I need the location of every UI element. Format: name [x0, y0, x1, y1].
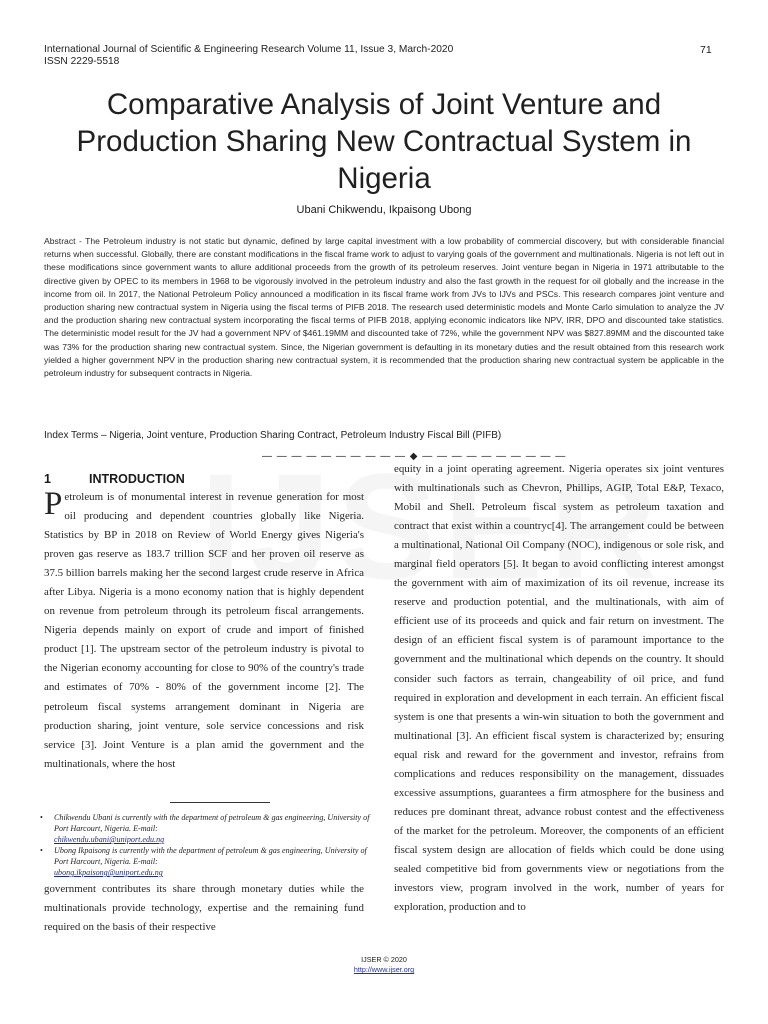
page-footer: [0, 955, 768, 975]
intro-left-column: [44, 488, 364, 774]
footnote-divider: [170, 802, 270, 803]
footnote-email-link[interactable]: ubong.ikpaisong@uniport.edu.ng: [54, 868, 163, 877]
footer-copyright: IJSER © 2020: [361, 955, 407, 964]
index-terms: Index Terms – Nigeria, Joint venture, Production Sharing Contract, Petroleum Industry Fiscal Bill (PIFB): [44, 430, 502, 441]
footer-url-link[interactable]: http://www.ijser.org: [353, 965, 415, 974]
footnote-item: [40, 812, 370, 845]
issn-label: ISSN 2229-5518: [44, 56, 120, 67]
section-number: 1: [44, 472, 51, 486]
section-separator: — — — — — — — — — — ◆ — — — — — — — — — —: [262, 451, 567, 462]
drop-cap: P: [44, 486, 63, 522]
footnote-text: Ubong Ikpaisong is currently with the department of petroleum & gas engineering, University of Port Harcourt, Nigeria. E-mail:: [54, 846, 367, 866]
abstract: Abstract - The Petroleum industry is not static but dynamic, defined by large capital investment with a low probability of commercial discovery, but with considerable financial returns when successful. Globally, there are constant modifications in the fiscal frame work to adjust to varying goals of the government and multinationals. Nigeria is not left out in these modifications since government wants to allure additional proceeds from the growth of its petroleum reserves. Joint venture began in Nigeria in 1971 attributable to the directive given by OPEC to its members in 1968 to be vigorously involved in the petroleum industry and also the fast growth in the request for oil globally and the increase in the income from oil. In 2017, the National Petroleum Policy announced a modification in its fiscal frame work from JVs to IJVs and PSCs. This research compares joint venture and production sharing new contractual system in Nigeria using the fiscal terms of PIFB 2018. The research used deterministic models and Monte Carlo simulation to analyze the JV and the production sharing new contractual system incorporating the fiscal terms of PIFB 2018, applying economic indicators like NPV, IRR, DPO and discounted take statistics. The deterministic model result for the JV had a government NPV of $461.19MM and discounted take of 72%, while the government NPV was $827.89MM and the discounted take was 73% for the production sharing new contractual system. Since, the Nigerian government is defaulting in its monetary duties and the result obtained from this research work yielded a higher government NPV in the production sharing new contractual system, it is recommended that the production sharing new contractual system be applicable in the petroleum industry for subsequent contracts in Nigeria.: [44, 236, 724, 379]
page-number: 71: [700, 44, 712, 56]
intro-paragraph-right: equity in a joint operating agreement. Nigeria operates six joint ventures with multinationals such as Chevron, Phillips, AGIP, Total E&P, Texaco, Mobil and Shell. Petroleum fiscal system as petroleum taxation and contract that exist within a countryc[4]. The arrangement could be between a multinational, National Oil Company (NOC), indigenous or sole risk, and marginal field operators [5]. It began to avoid conflicting interest amongst the government with aim of maximization of its oil revenue, increase its reserve and production potential, and the multinationals, with aim of efficient use of its proceeds and quick and fair return on investment. The design of an efficient fiscal system is of paramount importance to the government and the multinational which depends on the country. It should consider such factors as terrain, changeability of oil price, and fund required in exploration and development in each terrain. An efficient fiscal system is one that presents a win-win situation to both the government and multinational [3]. An efficient fiscal system is characterized by; ensuring equal risk and reward for the government and investor, refrains from complications and reduces responsibility on the management, dissuades excessive assumptions, guarantees a firm atmosphere for the business and reduces pre dominant threat, advance robust contest and the effectiveness of the market for the petroleum. Moreover, the components of an efficient fiscal system design are allocation of fields which could be done using sealed competitive bid from governments view or negotiations from the investors view, program involved in the work, number of years for exploration, production and to: [394, 463, 724, 914]
footnote-text: Chikwendu Ubani is currently with the department of petroleum & gas engineering, University of Port Harcourt, Nigeria. E-mail:: [54, 813, 370, 833]
paper-authors: Ubani Chikwendu, Ikpaisong Ubong: [296, 204, 472, 216]
footnotes: [40, 812, 370, 878]
intro-paragraph-left: etroleum is of monumental interest in revenue generation for most oil producing and dependent countries globally like Nigeria. Statistics by BP in 2018 on Review of World Energy gives Nigeria's proven gas reserve as 183.7 trillion SCF and her proven oil reserve as 37.5 billion barrels making her the second largest crude reserve in Africa after Libya. Nigeria is a mono economy nation that is highly dependent on revenue from petroleum through its petroleum fiscal arrangements. Nigeria depends mainly on export of crude and import of finished product [1]. The upstream sector of the petroleum industry is pivotal to the Nigerian economy accounting for close to 90% of the country's trade and estimates of 70% - 80% of the government income [2]. The petroleum fiscal systems arrangement dominant in Nigeria are production sharing, joint venture, sole service concessions and risk service [3]. Joint Venture is a plan amid the government and the multinationals, where the host: [44, 491, 364, 770]
footnote-item: [40, 845, 370, 878]
footnote-bullet: •: [40, 813, 43, 822]
journal-header: International Journal of Scientific & Engineering Research Volume 11, Issue 3, March-2020: [44, 44, 454, 55]
paper-title: Comparative Analysis of Joint Venture and Production Sharing New Contractual System in Nigeria: [76, 88, 692, 195]
section-title: INTRODUCTION: [89, 472, 185, 486]
footnote-bullet: •: [40, 846, 43, 855]
footnote-email-link[interactable]: chikwendu.ubani@uniport.edu.ng: [54, 835, 165, 844]
section-heading: [44, 472, 185, 486]
intro-paragraph-left-continued: government contributes its share through monetary duties while the multinationals provide technology, expertise and the remaining fund required on the basis of their respective: [44, 883, 364, 934]
